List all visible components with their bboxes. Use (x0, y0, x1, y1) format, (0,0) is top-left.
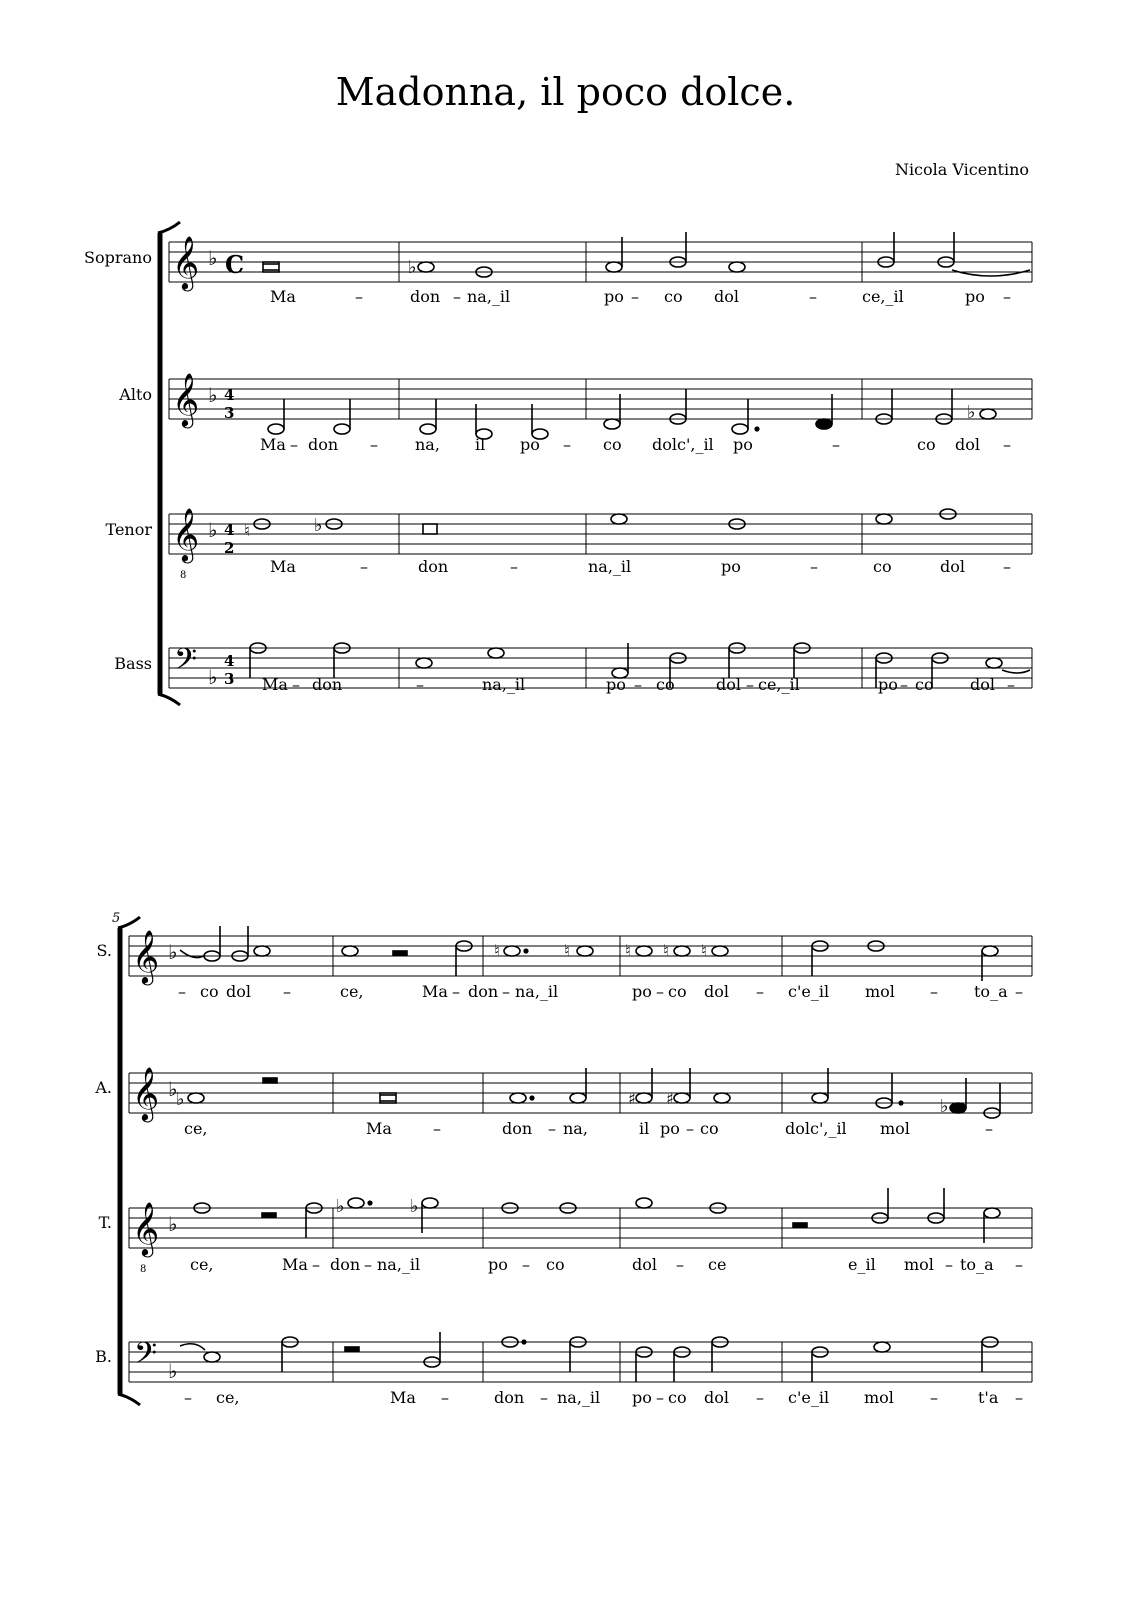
time-signature: 4 (224, 521, 235, 539)
svg-text:♮: ♮ (244, 521, 250, 540)
svg-text:–: – (502, 982, 510, 1001)
notes (180, 1332, 998, 1382)
svg-text:–: – (563, 435, 571, 454)
svg-text:–: – (360, 557, 368, 576)
staff-bass (95, 1332, 1032, 1407)
notes (263, 232, 1030, 278)
svg-text:dol: dol (704, 1388, 729, 1407)
flat-key-signature: ♭ (168, 940, 178, 964)
svg-text:–: – (1007, 675, 1015, 694)
svg-text:co: co (603, 435, 622, 454)
svg-text:♭: ♭ (940, 1096, 949, 1117)
svg-text:–: – (548, 1119, 556, 1138)
svg-text:–: – (441, 1388, 449, 1407)
svg-text:don: don (312, 675, 343, 694)
treble-clef-icon: 𝄞 (172, 372, 200, 426)
svg-text:don: don (410, 287, 441, 306)
svg-text:–: – (686, 1119, 694, 1138)
svg-text:–: – (656, 982, 664, 1001)
svg-text:–: – (810, 557, 818, 576)
svg-text:na,_il: na,_il (377, 1255, 421, 1274)
instrument-name: S. (96, 941, 112, 960)
svg-text:Ma: Ma (366, 1119, 392, 1138)
svg-text:Ma: Ma (270, 557, 296, 576)
svg-text:na,: na, (415, 435, 440, 454)
staff-bass (114, 643, 1032, 694)
svg-text:–: – (184, 1388, 192, 1407)
svg-text:–: – (1003, 435, 1011, 454)
svg-text:po: po (520, 435, 540, 454)
svg-text:dol: dol (226, 982, 251, 1001)
svg-text:co: co (200, 982, 219, 1001)
bass-clef-icon: 𝄢 (134, 1337, 158, 1378)
octave-8-mark: 8 (180, 570, 187, 581)
svg-text:–: – (809, 287, 817, 306)
instrument-name: Soprano (84, 248, 152, 267)
svg-text:–: – (510, 557, 518, 576)
svg-text:♮: ♮ (701, 941, 707, 960)
svg-text:t'a: t'a (978, 1388, 999, 1407)
lyrics (178, 982, 1023, 1001)
svg-text:–: – (283, 982, 291, 1001)
svg-text:♭: ♭ (967, 402, 976, 423)
measure-number: 5 (112, 911, 121, 926)
svg-text:♭: ♭ (410, 1196, 419, 1217)
svg-text:–: – (312, 1255, 320, 1274)
svg-text:–: – (746, 675, 754, 694)
instrument-name: A. (95, 1078, 112, 1097)
svg-text:po: po (632, 1388, 652, 1407)
svg-text:na,_il: na,_il (557, 1388, 601, 1407)
svg-text:–: – (832, 435, 840, 454)
svg-text:po: po (721, 557, 741, 576)
svg-text:–: – (416, 675, 424, 694)
flat-key-signature: ♭ (208, 246, 218, 270)
svg-text:c'e_il: c'e_il (788, 1388, 830, 1407)
svg-text:po: po (606, 675, 626, 694)
svg-text:po: po (488, 1255, 508, 1274)
svg-text:♮: ♮ (494, 941, 500, 960)
svg-text:don: don (494, 1388, 525, 1407)
notes (268, 389, 996, 439)
svg-text:♭: ♭ (176, 1089, 185, 1110)
svg-text:Ma: Ma (282, 1255, 308, 1274)
instrument-name: Alto (119, 385, 152, 404)
staff-tenor (99, 1188, 1032, 1275)
treble-clef-icon: 𝄞 (172, 507, 200, 561)
treble-clef-icon: 𝄞 (132, 929, 160, 983)
flat-key-signature: ♭ (208, 665, 218, 689)
instrument-name: B. (95, 1347, 112, 1366)
svg-text:–: – (364, 1255, 372, 1274)
svg-text:♯: ♯ (666, 1089, 674, 1108)
svg-text:po: po (604, 287, 624, 306)
svg-text:Ma: Ma (260, 435, 286, 454)
svg-text:–: – (433, 1119, 441, 1138)
svg-text:–: – (756, 1388, 764, 1407)
svg-text:–: – (292, 675, 300, 694)
svg-text:na,: na, (563, 1119, 588, 1138)
svg-text:co: co (700, 1119, 719, 1138)
time-signature-lower: 2 (224, 539, 235, 557)
svg-text:mol: mol (904, 1255, 934, 1274)
instrument-name: Tenor (105, 520, 152, 539)
svg-text:–: – (1015, 982, 1023, 1001)
svg-text:–: – (634, 675, 642, 694)
svg-text:dolc',_il: dolc',_il (785, 1119, 847, 1138)
svg-text:Ma: Ma (270, 287, 296, 306)
svg-text:ce: ce (708, 1255, 727, 1274)
svg-text:mol: mol (864, 1388, 894, 1407)
svg-text:e_il: e_il (848, 1255, 876, 1274)
staff-alto (94, 1066, 1032, 1138)
svg-text:po: po (733, 435, 753, 454)
svg-text:don: don (308, 435, 339, 454)
svg-text:co: co (668, 1388, 687, 1407)
svg-text:don: don (418, 557, 449, 576)
notes (194, 1188, 1000, 1243)
time-signature: 4 (224, 386, 235, 404)
system-2 (94, 911, 1032, 1407)
svg-text:co: co (873, 557, 892, 576)
svg-text:–: – (370, 435, 378, 454)
svg-text:♮: ♮ (564, 941, 570, 960)
svg-text:Ma: Ma (262, 675, 288, 694)
svg-text:–: – (1003, 287, 1011, 306)
svg-text:po: po (965, 287, 985, 306)
svg-text:dol: dol (970, 675, 995, 694)
flat-key-signature: ♭ (208, 383, 218, 407)
svg-text:il: il (475, 435, 486, 454)
svg-text:po: po (660, 1119, 680, 1138)
treble-clef-icon: 𝄞 (132, 1066, 160, 1120)
svg-text:po: po (878, 675, 898, 694)
svg-text:–: – (656, 1388, 664, 1407)
svg-text:to_a: to_a (960, 1255, 994, 1274)
svg-text:mol: mol (880, 1119, 910, 1138)
svg-text:don: don (330, 1255, 361, 1274)
svg-text:–: – (900, 675, 908, 694)
svg-text:–: – (453, 287, 461, 306)
svg-text:na,_il: na,_il (588, 557, 632, 576)
flat-key-signature: ♭ (168, 1212, 178, 1236)
svg-text:co: co (917, 435, 936, 454)
svg-text:co: co (546, 1255, 565, 1274)
svg-text:–: – (930, 1388, 938, 1407)
svg-text:–: – (930, 982, 938, 1001)
svg-text:dol: dol (714, 287, 739, 306)
svg-text:ce,_il: ce,_il (758, 675, 800, 694)
time-signature-lower: 3 (224, 670, 235, 688)
lyrics (260, 435, 1011, 454)
svg-text:Ma: Ma (422, 982, 448, 1001)
staff-tenor (106, 507, 1032, 581)
svg-text:–: – (1015, 1388, 1023, 1407)
svg-text:♭: ♭ (336, 1196, 345, 1217)
svg-text:–: – (1003, 557, 1011, 576)
svg-text:na,_il: na,_il (482, 675, 526, 694)
octave-8-mark: 8 (140, 1264, 147, 1275)
svg-text:mol: mol (865, 982, 895, 1001)
svg-text:Ma: Ma (390, 1388, 416, 1407)
svg-text:ce,_il: ce,_il (862, 287, 904, 306)
svg-text:♮: ♮ (625, 941, 631, 960)
bracket-top-hook (118, 917, 140, 928)
svg-text:co: co (656, 675, 675, 694)
svg-text:–: – (178, 982, 186, 1001)
time-signature: C (225, 250, 245, 279)
svg-text:don: don (468, 982, 499, 1001)
svg-text:–: – (631, 287, 639, 306)
flat-key-signature: ♭ (168, 1077, 178, 1101)
lyrics (270, 557, 1011, 576)
svg-text:dol: dol (632, 1255, 657, 1274)
svg-text:dol: dol (955, 435, 980, 454)
svg-text:na,_il: na,_il (467, 287, 511, 306)
lyrics (190, 1255, 1023, 1274)
svg-text:co: co (668, 982, 687, 1001)
svg-text:dolc',_il: dolc',_il (652, 435, 714, 454)
lyrics (184, 1388, 1023, 1407)
svg-text:ce,: ce, (340, 982, 364, 1001)
notes (180, 926, 998, 981)
bracket-bottom-hook (118, 1394, 140, 1405)
time-signature: 4 (224, 652, 235, 670)
svg-text:il: il (639, 1119, 650, 1138)
lyrics (184, 1119, 993, 1138)
svg-text:–: – (756, 982, 764, 1001)
svg-text:don: don (502, 1119, 533, 1138)
treble-clef-icon: 𝄞 (172, 235, 200, 289)
bracket-bottom-hook (158, 694, 180, 705)
svg-text:co: co (915, 675, 934, 694)
svg-text:ce,: ce, (184, 1119, 208, 1138)
instrument-name: T. (98, 1213, 112, 1232)
svg-text:dol: dol (704, 982, 729, 1001)
svg-text:–: – (676, 1255, 684, 1274)
svg-text:–: – (452, 982, 460, 1001)
bass-clef-icon: 𝄢 (174, 643, 198, 684)
svg-text:–: – (540, 1388, 548, 1407)
staff-alto (118, 372, 1032, 454)
svg-text:–: – (522, 1255, 530, 1274)
svg-text:♮: ♮ (663, 941, 669, 960)
svg-text:na,_il: na,_il (515, 982, 559, 1001)
svg-text:–: – (945, 1255, 953, 1274)
svg-text:c'e_il: c'e_il (788, 982, 830, 1001)
svg-text:to_a: to_a (974, 982, 1008, 1001)
bracket-top-hook (158, 222, 180, 233)
treble-clef-icon: 𝄞 (132, 1201, 160, 1255)
svg-text:–: – (1015, 1255, 1023, 1274)
svg-text:dol: dol (940, 557, 965, 576)
time-signature-lower: 3 (224, 404, 235, 422)
flat-key-signature: ♭ (168, 1359, 178, 1383)
svg-text:ce,: ce, (190, 1255, 214, 1274)
svg-text:–: – (290, 435, 298, 454)
staff-soprano (84, 232, 1032, 306)
svg-text:♭: ♭ (314, 515, 323, 536)
svg-text:po: po (632, 982, 652, 1001)
svg-text:dol: dol (716, 675, 741, 694)
svg-text:ce,: ce, (216, 1388, 240, 1407)
staff-soprano (97, 926, 1032, 1001)
svg-text:♭: ♭ (408, 257, 417, 278)
instrument-name: Bass (114, 654, 152, 673)
system-1 (84, 222, 1032, 705)
lyrics (270, 287, 1011, 306)
composer-name: Nicola Vicentino (894, 160, 1029, 179)
svg-text:–: – (985, 1119, 993, 1138)
svg-text:–: – (355, 287, 363, 306)
svg-text:♯: ♯ (628, 1089, 636, 1108)
score-title: Madonna, il poco dolce. (335, 70, 796, 114)
svg-text:co: co (664, 287, 683, 306)
flat-key-signature: ♭ (208, 518, 218, 542)
